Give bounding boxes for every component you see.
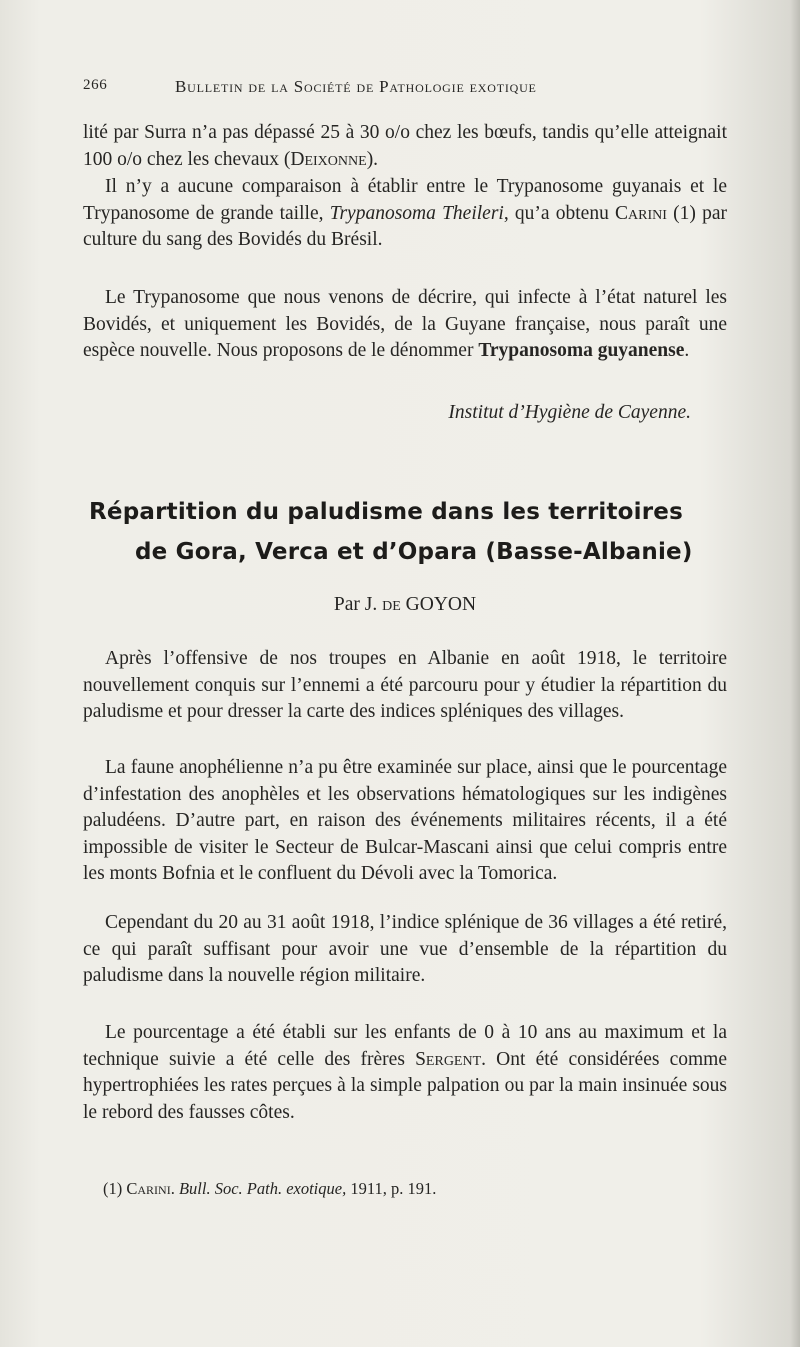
text-span: lité par Surra n’a pas dépassé 25 à 30 o/o chez les bœufs, tandis qu’elle atteignait 100 o/o chez les chevaux ( <box>83 122 727 170</box>
article-byline <box>83 591 727 619</box>
text-span: 1911, p. 191. <box>346 1179 437 1198</box>
article-paragraph-1: Après l’offensive de nos troupes en Albanie en août 1918, le territoire nouvellement conquis sur l’ennemi a été parcouru pour y étudier la répartition du paludisme et pour dresser la carte des indices spléniques des villages. <box>83 648 727 723</box>
author-name: GOYON <box>400 594 477 615</box>
byline-prefix: Par J. <box>333 594 383 615</box>
article-paragraph-4 <box>83 1020 727 1126</box>
article-paragraph-2: La faune anophélienne n’a pu être examinée sur place, ainsi que le pourcentage d’infestation des anophèles et les observations hématologiques sur les indigènes paludéens. D’autre part, en raison des événements militaires récents, il a été impossible de visiter le Secteur de Bulcar-Mascani ainsi que celui compris entre les monts Bofnia et le confluent du Dévoli avec la Tomorica. <box>83 757 727 885</box>
byline-particle: de <box>382 594 401 615</box>
previous-article-paragraph-1 <box>83 120 727 173</box>
text-span: Le Trypanosome que nous venons de décrire, qui infecte à l’état naturel les Bovidés, et uniquement les Bovidés, de la Guyane française, nous paraît une espèce nouvelle. Nous proposons de le dénommer <box>83 287 727 362</box>
previous-article-paragraph-3 <box>83 285 727 365</box>
running-title: Bulletin de la Société de Pathologie exotique <box>175 77 537 96</box>
previous-article-paragraph-2 <box>83 174 727 254</box>
article-title-line-2: de Gora, Verca et d’Opara (Basse-Albanie) <box>135 539 693 565</box>
footnote-marker: (1) <box>103 1179 127 1198</box>
page-number: 266 <box>83 77 108 93</box>
text-span: . <box>684 340 690 362</box>
text-span: ). <box>366 148 379 170</box>
author-name: Sergent <box>415 1048 482 1070</box>
institution-signature: Institut d’Hygiène de Cayenne. <box>448 402 691 423</box>
text-span: Il n’y a aucune comparaison à établir entre le Trypanosome guyanais et le Trypanosome de grande taille, <box>83 176 727 224</box>
text-span: (1) par culture du sang des Bovidés du Brésil. <box>83 202 727 251</box>
text-span: Le pourcentage a été établi sur les enfants de 0 à 10 ans au maximum et la technique suivie a été celle des frères <box>83 1022 727 1070</box>
running-header <box>83 77 727 101</box>
article-paragraph-3: Cependant du 20 au 31 août 1918, l’indice splénique de 36 villages a été retiré, ce qui paraît suffisant pour avoir une vue d’ensemble de la répartition du paludisme dans la nouvelle région militaire. <box>83 912 727 987</box>
article-title-line-1: Répartition du paludisme dans les territoires <box>89 499 683 525</box>
text-span: , qu’a obtenu <box>503 202 616 224</box>
author-name: Carini <box>615 202 667 224</box>
species-name: Trypanosoma Theileri <box>329 202 504 224</box>
author-name: Carini <box>126 1179 171 1198</box>
author-name: Deixonne <box>290 148 367 170</box>
journal-name: Bull. Soc. Path. exotique, <box>178 1179 347 1198</box>
footnote <box>103 1178 727 1200</box>
text-span: . Ont été considérées comme hypertrophiées les rates perçues à la simple palpation ou par la main insinuée sous le rebord des fausses côtes. <box>83 1048 727 1123</box>
text-span: . <box>170 1179 179 1198</box>
species-name: Trypanosoma guyanense <box>478 340 685 362</box>
